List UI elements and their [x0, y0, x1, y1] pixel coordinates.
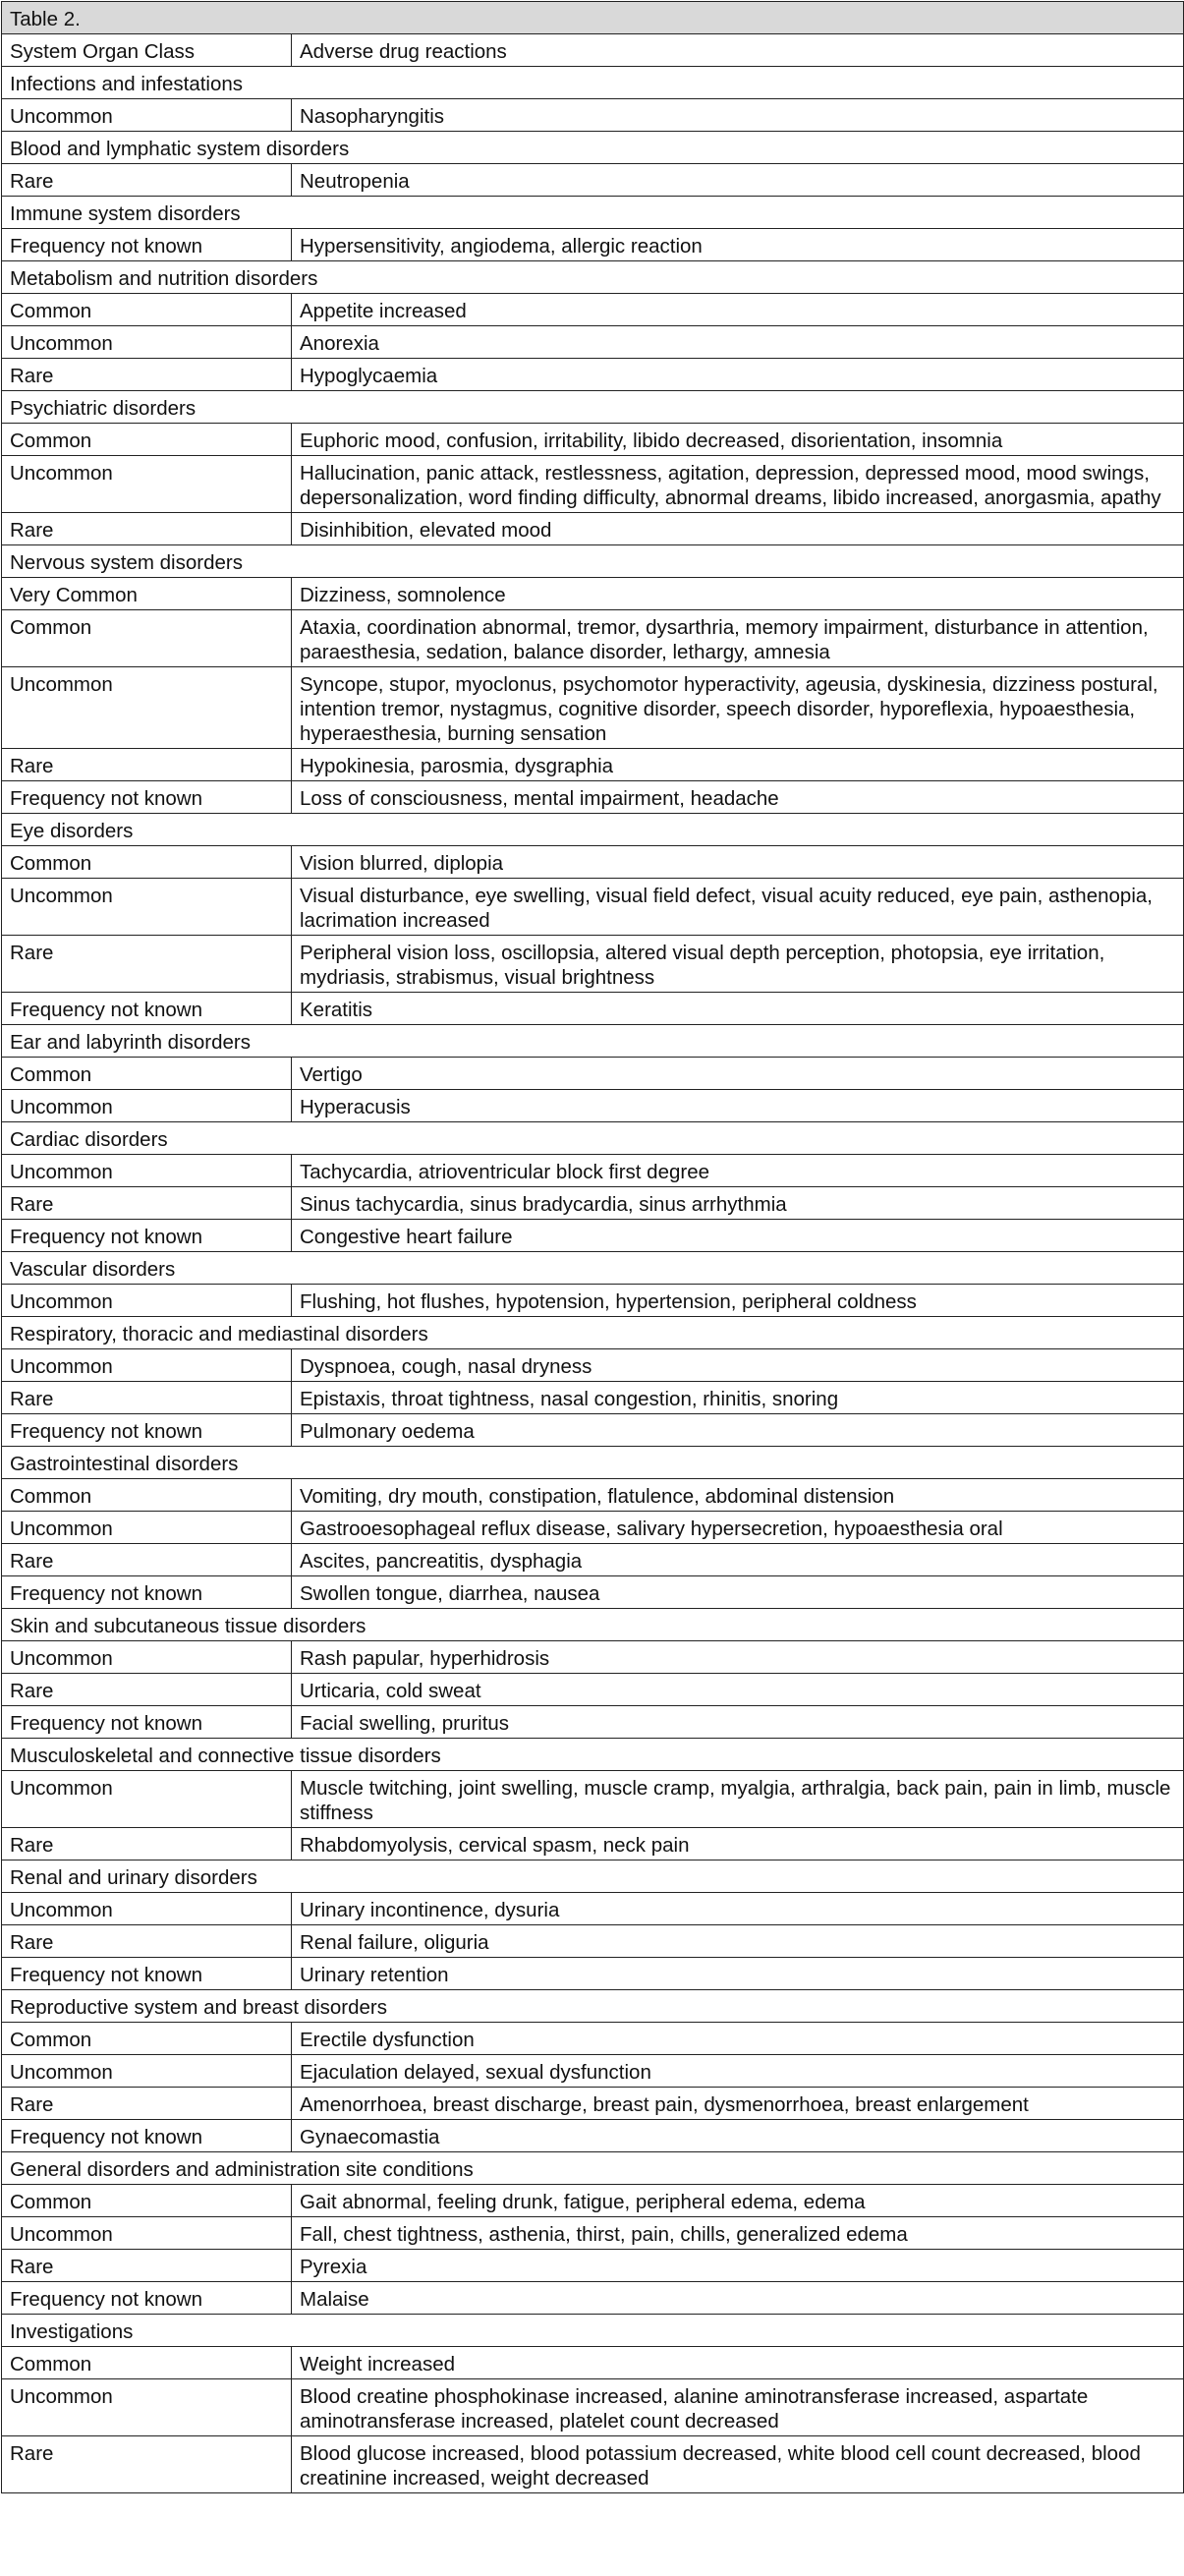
- reactions-cell: Loss of consciousness, mental impairment, headache: [292, 781, 1184, 814]
- frequency-cell: Common: [2, 2185, 292, 2217]
- reactions-cell: Muscle twitching, joint swelling, muscle cramp, myalgia, arthralgia, back pain, pain in limb, muscle stiffness: [292, 1771, 1184, 1828]
- reactions-cell: Nasopharyngitis: [292, 99, 1184, 132]
- table-row: [2, 2055, 1184, 2088]
- frequency-cell: Uncommon: [2, 2217, 292, 2250]
- reactions-cell: Tachycardia, atrioventricular block first degree: [292, 1155, 1184, 1187]
- frequency-cell: Uncommon: [2, 1285, 292, 1317]
- reactions-cell: Pyrexia: [292, 2250, 1184, 2282]
- table-row: [2, 2120, 1184, 2152]
- frequency-cell: Uncommon: [2, 1349, 292, 1382]
- reactions-cell: Hypoglycaemia: [292, 359, 1184, 391]
- reactions-cell: Erectile dysfunction: [292, 2023, 1184, 2055]
- frequency-cell: Uncommon: [2, 2055, 292, 2088]
- reactions-cell: Gynaecomastia: [292, 2120, 1184, 2152]
- table-row: [2, 1512, 1184, 1544]
- frequency-cell: Uncommon: [2, 456, 292, 513]
- frequency-cell: Uncommon: [2, 1641, 292, 1674]
- frequency-cell: Rare: [2, 749, 292, 781]
- system-organ-class-label: Cardiac disorders: [2, 1122, 1184, 1155]
- frequency-cell: Rare: [2, 513, 292, 545]
- reactions-cell: Hypersensitivity, angiodema, allergic reaction: [292, 229, 1184, 261]
- system-organ-class-row: [2, 197, 1184, 229]
- reactions-cell: Dizziness, somnolence: [292, 578, 1184, 610]
- frequency-cell: Frequency not known: [2, 1958, 292, 1990]
- system-organ-class-row: [2, 1317, 1184, 1349]
- frequency-cell: Common: [2, 1058, 292, 1090]
- reactions-cell: Hallucination, panic attack, restlessness, agitation, depression, depressed mood, mood swings, depersonalization, word finding difficulty, abnormal dreams, libido increased, anorgasmia, apathy: [292, 456, 1184, 513]
- frequency-cell: Rare: [2, 2088, 292, 2120]
- frequency-cell: Rare: [2, 2250, 292, 2282]
- reactions-cell: Urinary incontinence, dysuria: [292, 1893, 1184, 1925]
- table-row: [2, 99, 1184, 132]
- reactions-cell: Euphoric mood, confusion, irritability, libido decreased, disorientation, insomnia: [292, 424, 1184, 456]
- reactions-cell: Urinary retention: [292, 1958, 1184, 1990]
- table-row: [2, 229, 1184, 261]
- table-row: [2, 1576, 1184, 1609]
- table-row: [2, 1828, 1184, 1860]
- table-row: [2, 1187, 1184, 1220]
- reactions-cell: Swollen tongue, diarrhea, nausea: [292, 1576, 1184, 1609]
- table-row: [2, 2436, 1184, 2493]
- table-caption: Table 2.: [2, 2, 1184, 34]
- system-organ-class-row: [2, 2315, 1184, 2347]
- system-organ-class-row: [2, 1252, 1184, 1285]
- table-row: [2, 993, 1184, 1025]
- reactions-cell: Hypokinesia, parosmia, dysgraphia: [292, 749, 1184, 781]
- reactions-cell: Sinus tachycardia, sinus bradycardia, sinus arrhythmia: [292, 1187, 1184, 1220]
- frequency-cell: Rare: [2, 1828, 292, 1860]
- table-row: [2, 1771, 1184, 1828]
- system-organ-class-label: Skin and subcutaneous tissue disorders: [2, 1609, 1184, 1641]
- table-row: [2, 1674, 1184, 1706]
- table-row: [2, 1058, 1184, 1090]
- system-organ-class-label: Nervous system disorders: [2, 545, 1184, 578]
- system-organ-class-label: Investigations: [2, 2315, 1184, 2347]
- frequency-cell: Uncommon: [2, 879, 292, 936]
- system-organ-class-row: [2, 391, 1184, 424]
- frequency-cell: Rare: [2, 1382, 292, 1414]
- frequency-cell: Rare: [2, 1674, 292, 1706]
- reactions-cell: Malaise: [292, 2282, 1184, 2315]
- reactions-cell: Hyperacusis: [292, 1090, 1184, 1122]
- system-organ-class-row: [2, 132, 1184, 164]
- table-row: [2, 2217, 1184, 2250]
- table-body: [2, 2, 1184, 2493]
- reactions-cell: Appetite increased: [292, 294, 1184, 326]
- reactions-cell: Ataxia, coordination abnormal, tremor, dysarthria, memory impairment, disturbance in attention, paraesthesia, sedation, balance disorder, lethargy, amnesia: [292, 610, 1184, 667]
- reactions-cell: Dyspnoea, cough, nasal dryness: [292, 1349, 1184, 1382]
- frequency-cell: Rare: [2, 1925, 292, 1958]
- frequency-cell: Frequency not known: [2, 1414, 292, 1447]
- reactions-cell: Keratitis: [292, 993, 1184, 1025]
- table-row: [2, 2023, 1184, 2055]
- table-row: [2, 936, 1184, 993]
- table-row: [2, 164, 1184, 197]
- system-organ-class-label: Musculoskeletal and connective tissue disorders: [2, 1739, 1184, 1771]
- system-organ-class-row: [2, 2152, 1184, 2185]
- system-organ-class-row: [2, 1990, 1184, 2023]
- frequency-cell: Rare: [2, 359, 292, 391]
- table-row: [2, 1893, 1184, 1925]
- reactions-cell: Renal failure, oliguria: [292, 1925, 1184, 1958]
- frequency-cell: Common: [2, 1479, 292, 1512]
- frequency-cell: Very Common: [2, 578, 292, 610]
- frequency-cell: Frequency not known: [2, 1220, 292, 1252]
- adverse-reactions-table: [1, 1, 1184, 2493]
- table-row: [2, 513, 1184, 545]
- reactions-cell: Pulmonary oedema: [292, 1414, 1184, 1447]
- table-row: [2, 610, 1184, 667]
- system-organ-class-label: Infections and infestations: [2, 67, 1184, 99]
- reactions-cell: Vertigo: [292, 1058, 1184, 1090]
- system-organ-class-row: [2, 1609, 1184, 1641]
- frequency-cell: Uncommon: [2, 1512, 292, 1544]
- reactions-cell: Urticaria, cold sweat: [292, 1674, 1184, 1706]
- table-row: [2, 359, 1184, 391]
- frequency-cell: Frequency not known: [2, 229, 292, 261]
- reactions-cell: Rash papular, hyperhidrosis: [292, 1641, 1184, 1674]
- frequency-cell: Common: [2, 846, 292, 879]
- frequency-cell: Uncommon: [2, 667, 292, 749]
- table-row: [2, 749, 1184, 781]
- system-organ-class-label: Renal and urinary disorders: [2, 1860, 1184, 1893]
- table-row: [2, 1090, 1184, 1122]
- reactions-cell: Syncope, stupor, myoclonus, psychomotor hyperactivity, ageusia, dyskinesia, dizziness postural, intention tremor, nystagmus, cognitive disorder, speech disorder, hyporeflexia, hypoaesthesia, hyperaesthesia, burning sensation: [292, 667, 1184, 749]
- system-organ-class-label: Respiratory, thoracic and mediastinal disorders: [2, 1317, 1184, 1349]
- table-row: [2, 781, 1184, 814]
- frequency-cell: Common: [2, 424, 292, 456]
- system-organ-class-row: [2, 1025, 1184, 1058]
- table-row: [2, 326, 1184, 359]
- frequency-cell: Rare: [2, 1187, 292, 1220]
- frequency-cell: Uncommon: [2, 1771, 292, 1828]
- table-row: [2, 456, 1184, 513]
- table-row: [2, 2379, 1184, 2436]
- table-row: [2, 424, 1184, 456]
- table-row: [2, 1285, 1184, 1317]
- column-header-system-organ-class: System Organ Class: [2, 34, 292, 67]
- frequency-cell: Uncommon: [2, 2379, 292, 2436]
- frequency-cell: Rare: [2, 1544, 292, 1576]
- system-organ-class-row: [2, 1739, 1184, 1771]
- frequency-cell: Common: [2, 294, 292, 326]
- table-row: [2, 1155, 1184, 1187]
- table-row: [2, 1414, 1184, 1447]
- system-organ-class-label: Immune system disorders: [2, 197, 1184, 229]
- reactions-cell: Vomiting, dry mouth, constipation, flatulence, abdominal distension: [292, 1479, 1184, 1512]
- frequency-cell: Frequency not known: [2, 1576, 292, 1609]
- frequency-cell: Rare: [2, 164, 292, 197]
- table-row: [2, 2347, 1184, 2379]
- system-organ-class-label: Psychiatric disorders: [2, 391, 1184, 424]
- system-organ-class-row: [2, 1447, 1184, 1479]
- reactions-cell: Epistaxis, throat tightness, nasal congestion, rhinitis, snoring: [292, 1382, 1184, 1414]
- reactions-cell: Neutropenia: [292, 164, 1184, 197]
- system-organ-class-label: Blood and lymphatic system disorders: [2, 132, 1184, 164]
- table-row: [2, 1479, 1184, 1512]
- reactions-cell: Blood glucose increased, blood potassium decreased, white blood cell count decreased, blood creatinine increased, weight decreased: [292, 2436, 1184, 2493]
- table-caption-row: [2, 2, 1184, 34]
- system-organ-class-label: Metabolism and nutrition disorders: [2, 261, 1184, 294]
- system-organ-class-row: [2, 545, 1184, 578]
- reactions-cell: Amenorrhoea, breast discharge, breast pain, dysmenorrhoea, breast enlargement: [292, 2088, 1184, 2120]
- table-row: [2, 2282, 1184, 2315]
- reactions-cell: Vision blurred, diplopia: [292, 846, 1184, 879]
- table-row: [2, 1706, 1184, 1739]
- system-organ-class-row: [2, 67, 1184, 99]
- reactions-cell: Blood creatine phosphokinase increased, alanine aminotransferase increased, aspartate aminotransferase increased, platelet count decreased: [292, 2379, 1184, 2436]
- system-organ-class-row: [2, 261, 1184, 294]
- reactions-cell: Weight increased: [292, 2347, 1184, 2379]
- frequency-cell: Frequency not known: [2, 993, 292, 1025]
- frequency-cell: Uncommon: [2, 99, 292, 132]
- reactions-cell: Peripheral vision loss, oscillopsia, altered visual depth perception, photopsia, eye irritation, mydriasis, strabismus, visual brightness: [292, 936, 1184, 993]
- table-row: [2, 1349, 1184, 1382]
- system-organ-class-row: [2, 1860, 1184, 1893]
- table-row: [2, 2088, 1184, 2120]
- frequency-cell: Frequency not known: [2, 781, 292, 814]
- reactions-cell: Visual disturbance, eye swelling, visual field defect, visual acuity reduced, eye pain, asthenopia, lacrimation increased: [292, 879, 1184, 936]
- system-organ-class-label: Reproductive system and breast disorders: [2, 1990, 1184, 2023]
- reactions-cell: Facial swelling, pruritus: [292, 1706, 1184, 1739]
- table-row: [2, 1925, 1184, 1958]
- frequency-cell: Rare: [2, 2436, 292, 2493]
- reactions-cell: Flushing, hot flushes, hypotension, hypertension, peripheral coldness: [292, 1285, 1184, 1317]
- reactions-cell: Disinhibition, elevated mood: [292, 513, 1184, 545]
- system-organ-class-row: [2, 814, 1184, 846]
- system-organ-class-label: Eye disorders: [2, 814, 1184, 846]
- system-organ-class-label: Ear and labyrinth disorders: [2, 1025, 1184, 1058]
- frequency-cell: Common: [2, 2347, 292, 2379]
- frequency-cell: Rare: [2, 936, 292, 993]
- reactions-cell: Congestive heart failure: [292, 1220, 1184, 1252]
- table-row: [2, 1641, 1184, 1674]
- table-header-row: [2, 34, 1184, 67]
- frequency-cell: Frequency not known: [2, 2282, 292, 2315]
- table-row: [2, 1544, 1184, 1576]
- frequency-cell: Uncommon: [2, 1155, 292, 1187]
- table-row: [2, 1382, 1184, 1414]
- frequency-cell: Frequency not known: [2, 1706, 292, 1739]
- reactions-cell: Gastrooesophageal reflux disease, salivary hypersecretion, hypoaesthesia oral: [292, 1512, 1184, 1544]
- table-row: [2, 2250, 1184, 2282]
- system-organ-class-label: Vascular disorders: [2, 1252, 1184, 1285]
- table-row: [2, 294, 1184, 326]
- table-row: [2, 667, 1184, 749]
- system-organ-class-label: Gastrointestinal disorders: [2, 1447, 1184, 1479]
- frequency-cell: Uncommon: [2, 1893, 292, 1925]
- frequency-cell: Frequency not known: [2, 2120, 292, 2152]
- frequency-cell: Common: [2, 610, 292, 667]
- reactions-cell: Gait abnormal, feeling drunk, fatigue, peripheral edema, edema: [292, 2185, 1184, 2217]
- system-organ-class-label: General disorders and administration site conditions: [2, 2152, 1184, 2185]
- table-row: [2, 1958, 1184, 1990]
- table-row: [2, 846, 1184, 879]
- frequency-cell: Uncommon: [2, 326, 292, 359]
- reactions-cell: Ascites, pancreatitis, dysphagia: [292, 1544, 1184, 1576]
- reactions-cell: Ejaculation delayed, sexual dysfunction: [292, 2055, 1184, 2088]
- frequency-cell: Uncommon: [2, 1090, 292, 1122]
- table-row: [2, 879, 1184, 936]
- column-header-adverse-drug-reactions: Adverse drug reactions: [292, 34, 1184, 67]
- table-row: [2, 1220, 1184, 1252]
- table-row: [2, 578, 1184, 610]
- frequency-cell: Common: [2, 2023, 292, 2055]
- system-organ-class-row: [2, 1122, 1184, 1155]
- reactions-cell: Fall, chest tightness, asthenia, thirst, pain, chills, generalized edema: [292, 2217, 1184, 2250]
- table-row: [2, 2185, 1184, 2217]
- reactions-cell: Anorexia: [292, 326, 1184, 359]
- reactions-cell: Rhabdomyolysis, cervical spasm, neck pain: [292, 1828, 1184, 1860]
